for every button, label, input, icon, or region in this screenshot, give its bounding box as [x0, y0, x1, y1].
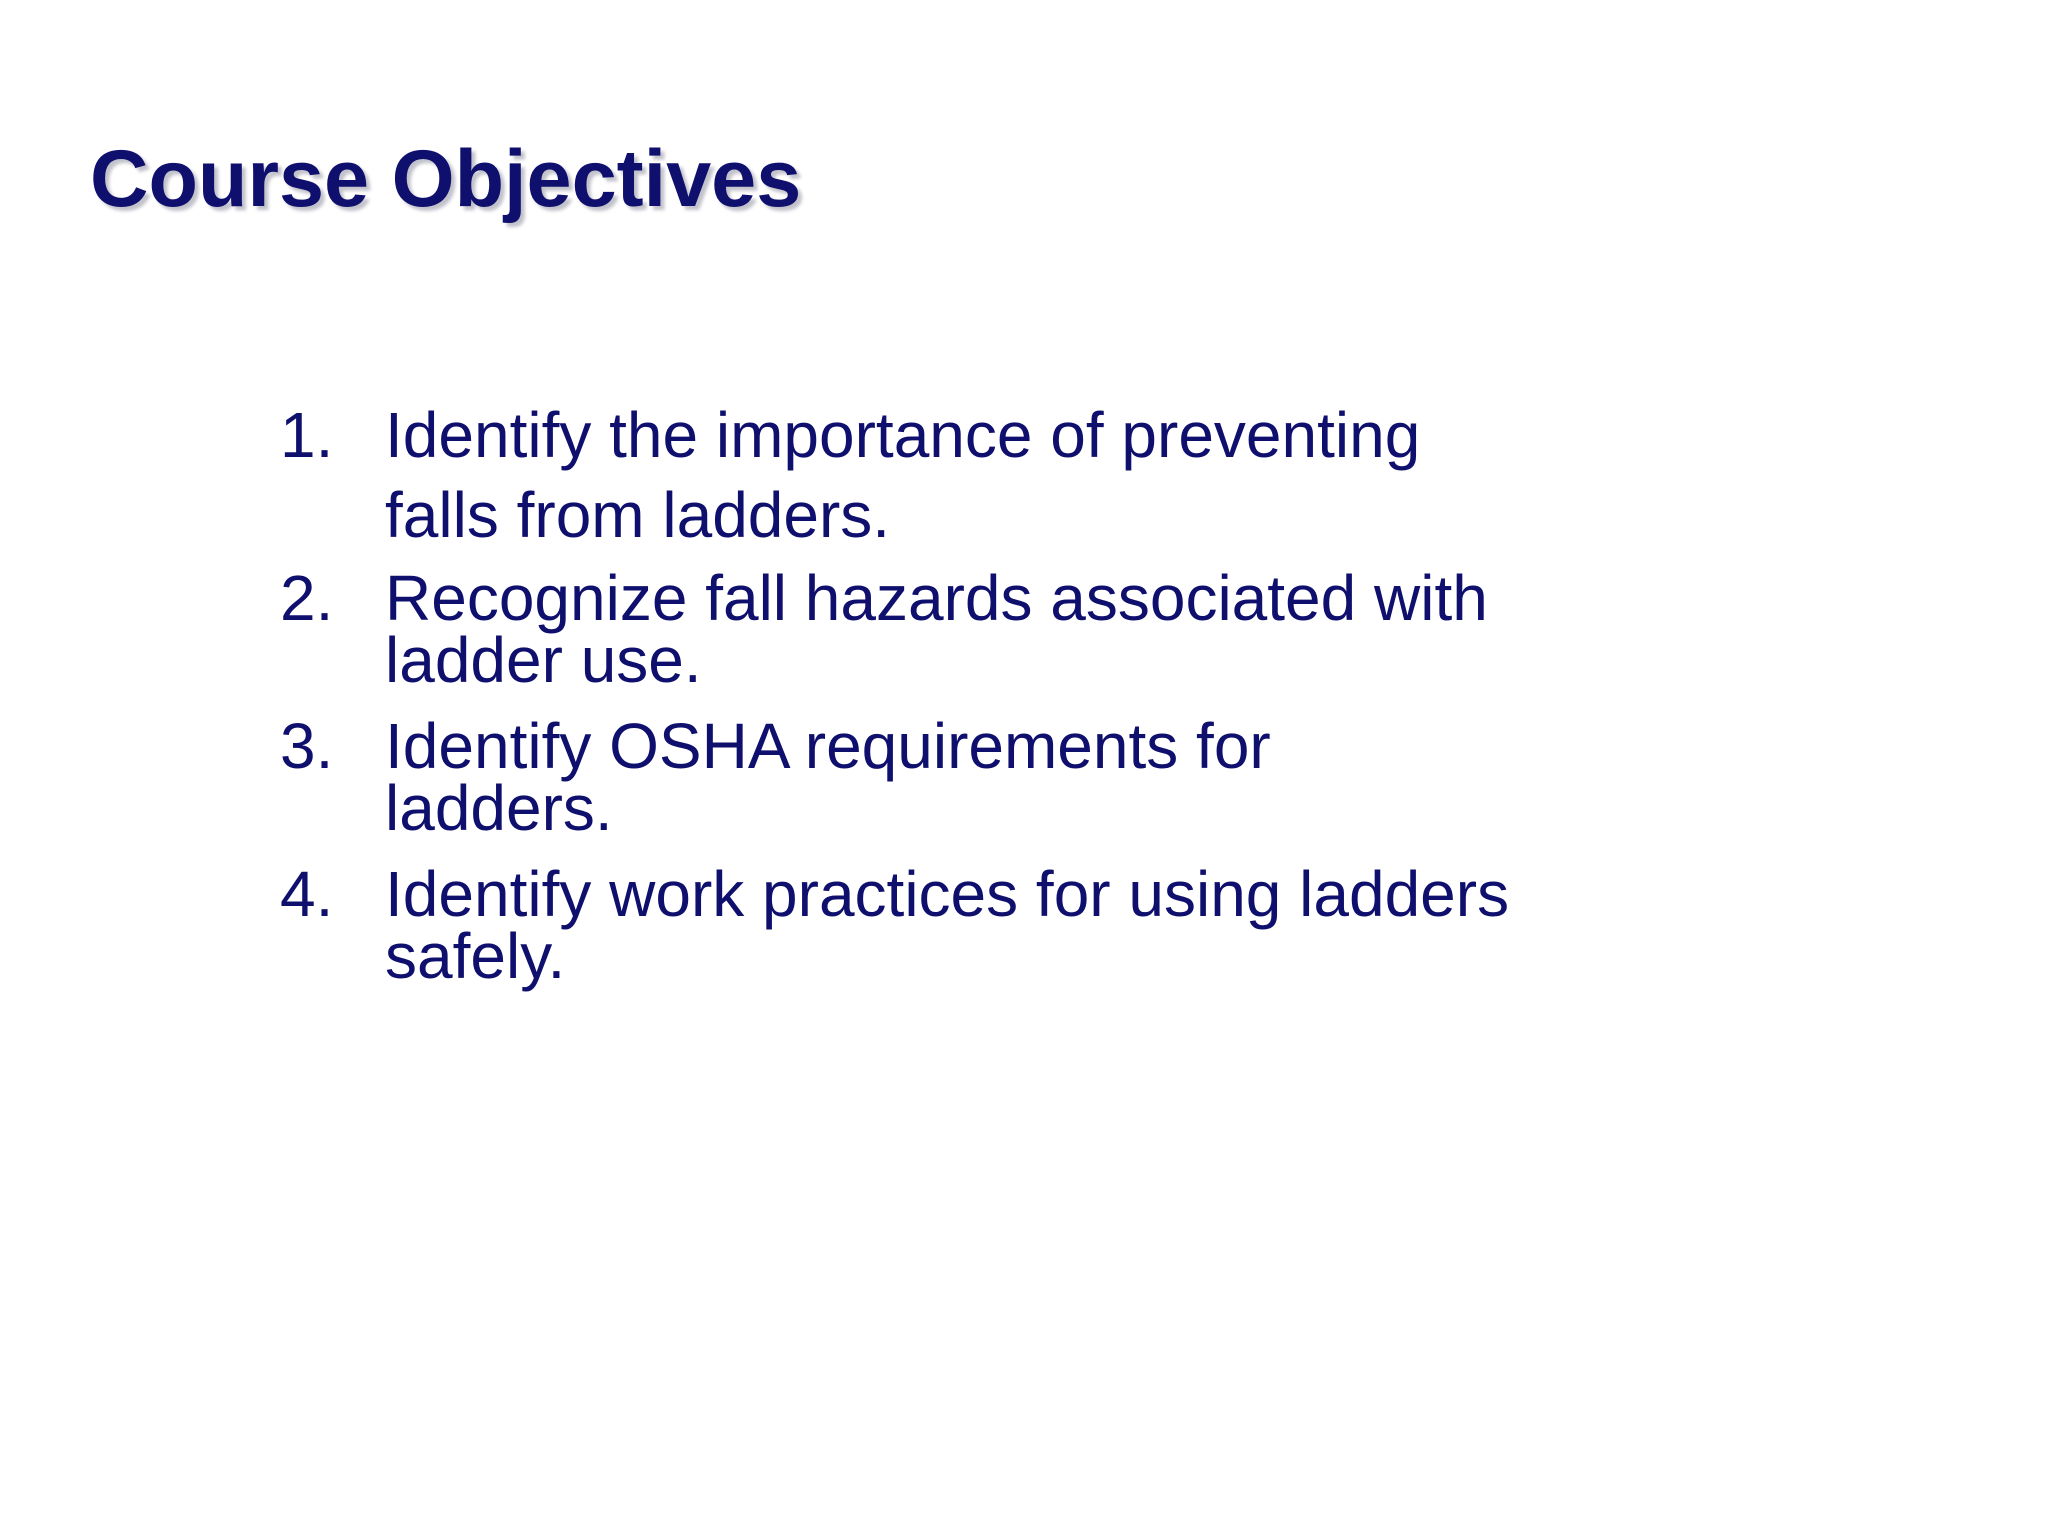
objective-text-line: Identify work practices for using ladders — [385, 858, 1510, 930]
objective-text-line: Identify the importance of preventing — [385, 399, 1421, 471]
objective-item-3 — [280, 710, 1700, 844]
slide-title: Course Objectives — [90, 134, 802, 224]
objective-text-line: ladders. — [385, 772, 613, 844]
objective-item-1 — [280, 395, 1700, 555]
objective-text-line: ladder use. — [385, 624, 702, 696]
objective-item-4 — [280, 858, 1700, 992]
objective-text-line: safely. — [385, 920, 566, 992]
objective-text-line: Identify OSHA requirements for — [385, 710, 1271, 782]
objective-text-line: falls from ladders. — [385, 479, 891, 551]
objective-text-line: Recognize fall hazards associated with — [385, 562, 1488, 634]
objectives-list — [280, 395, 1700, 1011]
objective-number: 3. — [280, 710, 334, 782]
objective-number: 2. — [280, 562, 334, 634]
objective-number: 1. — [280, 399, 334, 471]
objective-number: 4. — [280, 858, 334, 930]
objective-item-2 — [280, 562, 1700, 696]
